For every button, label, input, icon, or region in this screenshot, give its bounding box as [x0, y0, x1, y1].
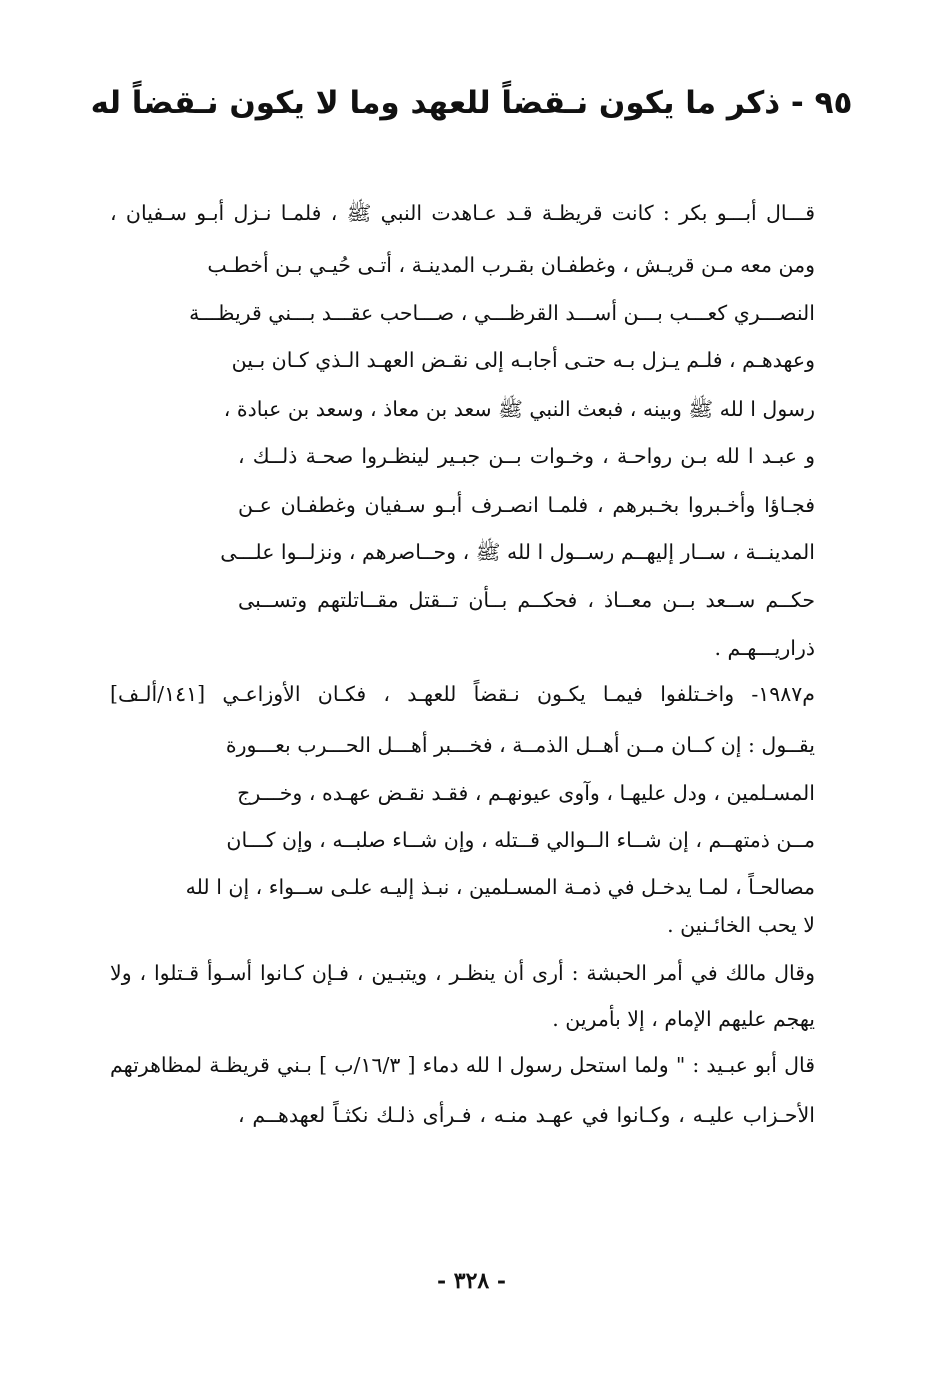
text-line: المدينــة ، ســار إليهــم رســول ا لله ﷺ ، وحــاصرهم ، ونزلــوا علـــى: [220, 540, 815, 564]
text-line: وقال مالك في أمر الحبشة : أرى أن ينظـر ، ويتبـين ، فـإن كـانوا أسـوأ قـتلوا ، ولا: [110, 961, 815, 985]
text-line: حكــم ســعد بــن معــاذ ، فحكــم بــأن تــقتل مقــاتلتهم وتســبى: [238, 588, 815, 612]
text-line: قـــال أبـــو بكر : كانت قريظـة قـد عـاهدت النبي ﷺ ، فلمـا نـزل أبـو سـفيان ،: [110, 201, 815, 225]
text-line: ومن معه مـن قريـش ، وغطفـان بقـرب المدينـة ، أتـى حُيـي بـن أخطـب: [207, 253, 815, 277]
page-number: - ٣٢٨ -: [436, 1268, 507, 1294]
text-line: يهجم عليهم الإمام ، إلا بأمرين .: [552, 1007, 815, 1031]
text-line: و عبـد ا لله بـن رواحـة ، وخـوات بــن جبـير لينظـروا صحـة ذلــك ،: [238, 444, 815, 468]
text-line: يقــول : إن كــان مــن أهــل الذمــة ، فخـــبر أهـــل الحـــرب بعـــورة: [225, 733, 815, 757]
text-line: المسـلمين ، ودل عليهـا ، وآوى عيونهـم ، فقـد نقـض عهـده ، وخـــرج: [237, 781, 815, 805]
text-line: ذراريـــهـم .: [714, 636, 815, 660]
chapter-title: ٩٥ - ذكر ما يكون نـقضاً للعهد وما لا يكون نـقضاً له: [90, 85, 853, 121]
text-line: وعهدهـم ، فلـم يـزل بـه حتـى أجابـه إلى نقـض العهـد الـذي كـان بـين: [231, 348, 815, 372]
text-line: قال أبو عبـيد : " ولما استحل رسول ا لله دماء [ ١٦/٣/ب ] بـني قريظـة لمظاهرتهم: [110, 1053, 816, 1077]
text-line: م١٩٨٧- واخـتلفوا فيمـا يكـون نـقضاً للعهـد ، فكـان الأوزاعـي [١٤١/ألـف]: [110, 682, 815, 706]
text-line: مصالحـاً ، لمـا يدخـل في ذمـة المسـلمين ، نبـذ إليـه علـى ســواء ، إن ا لله: [185, 875, 815, 899]
text-line: فجـاؤا وأخـبروا بخـبرهم ، فلمـا انصـرف أبـو سـفيان وغطفـان عـن: [238, 493, 815, 517]
text-line: لا يحب الخائـنين .: [667, 913, 815, 937]
text-line: مــن ذمتهــم ، إن شــاء الــوالي قــتله ، وإن شــاء صلبــه ، وإن كـــان: [226, 828, 815, 852]
text-line: النصـــري كعـــب بـــن أســـد القرظـــي ، صـــاحب عقـــد بـــني قريظـــة: [189, 301, 815, 325]
text-line: الأحـزاب عليـه ، وكـانوا في عهـد منـه ، فـرأى ذلـك نكثـاً لعهدهــم ،: [238, 1103, 815, 1127]
text-line: رسول ا لله ﷺ وبينه ، فبعث النبي ﷺ سعد بن معاذ ، وسعد بن عبادة ،: [223, 397, 815, 421]
